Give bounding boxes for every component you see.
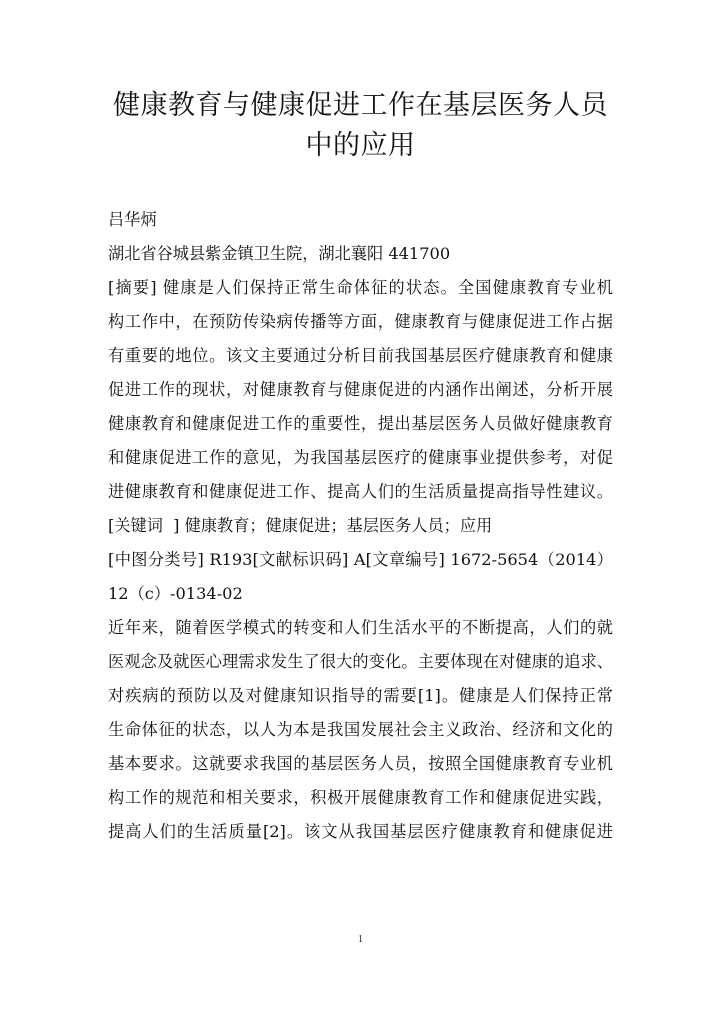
abstract-line: 健康教育和健康促进工作的重要性，提出基层医务人员做好健康教育 bbox=[108, 414, 613, 433]
document-title bbox=[60, 86, 661, 166]
paragraph-line: 对疾病的预防以及对健康知识指导的需要[1]。健康是人们保持正常 bbox=[108, 686, 613, 705]
abstract-line: 和健康促进工作的意见，为我国基层医疗的健康事业提供参考，对促 bbox=[108, 448, 613, 467]
paragraph-line: 医观念及就医心理需求发生了很大的变化。主要体现在对健康的追求、 bbox=[108, 652, 613, 671]
keywords: [关键词 ] 健康教育；健康促进；基层医务人员；应用 bbox=[108, 516, 493, 535]
classification-line: [中图分类号] R193[文献标识码] A[文章编号] 1672-5654（2014） bbox=[108, 550, 613, 569]
paragraph-line: 构工作的规范和相关要求，积极开展健康教育工作和健康促进实践， bbox=[108, 788, 613, 807]
paragraph-line: 基本要求。这就要求我国的基层医务人员，按照全国健康教育专业机 bbox=[108, 754, 613, 773]
abstract-line: 构工作中，在预防传染病传播等方面，健康教育与健康促进工作占据 bbox=[108, 312, 613, 331]
paragraph-line: 近年来，随着医学模式的转变和人们生活水平的不断提高，人们的就 bbox=[108, 618, 613, 637]
title-line-2: 中的应用 bbox=[305, 130, 416, 161]
abstract-line: 有重要的地位。该文主要通过分析目前我国基层医疗健康教育和健康 bbox=[108, 346, 613, 365]
classification-info bbox=[108, 543, 613, 611]
author-affiliation: 湖北省谷城县紫金镇卫生院，湖北襄阳 441700 bbox=[108, 244, 451, 263]
body-paragraph bbox=[108, 611, 613, 849]
abstract-line: 促进工作的现状，对健康教育与健康促进的内涵作出阐述，分析开展 bbox=[108, 380, 613, 399]
paragraph-line: 提高人们的生活质量[2]。该文从我国基层医疗健康教育和健康促进 bbox=[108, 822, 613, 841]
abstract bbox=[108, 271, 613, 509]
document-body bbox=[108, 203, 613, 849]
paragraph-line: 生命体征的状态，以人为本是我国发展社会主义政治、经济和文化的 bbox=[108, 720, 613, 739]
page-number: 1 bbox=[358, 934, 363, 945]
author-name: 吕华炳 bbox=[108, 210, 157, 229]
abstract-line: 进健康教育和健康促进工作、提高人们的生活质量提高指导性建议。 bbox=[108, 482, 613, 501]
classification-line: 12（c）-0134-02 bbox=[108, 584, 243, 603]
title-line-1: 健康教育与健康促进工作在基层医务人员 bbox=[113, 90, 608, 121]
abstract-line: [摘要] 健康是人们保持正常生命体征的状态。全国健康教育专业机 bbox=[108, 278, 613, 297]
